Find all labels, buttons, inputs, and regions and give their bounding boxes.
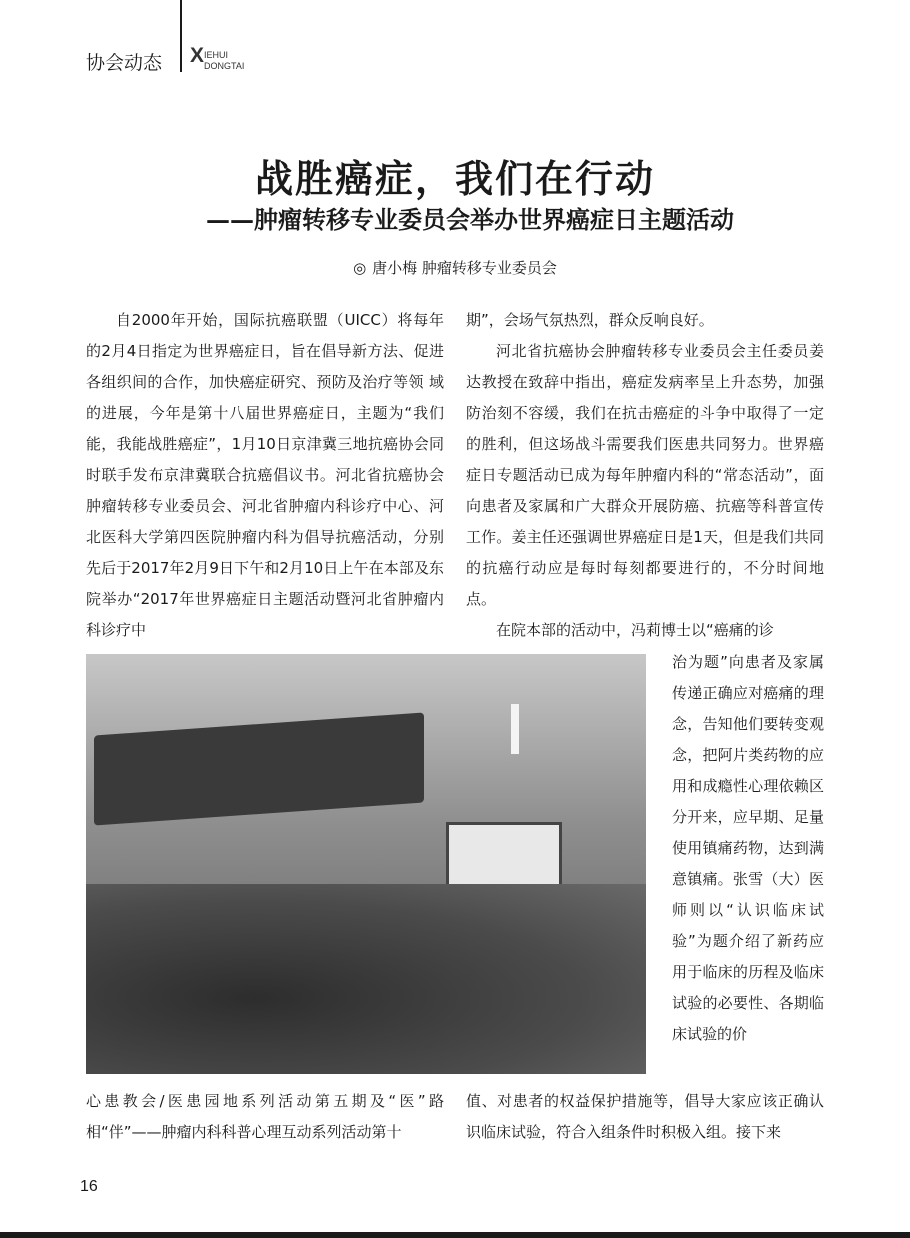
event-photo	[86, 654, 646, 1074]
byline-text: 唐小梅 肿瘤转移专业委员会	[372, 259, 557, 277]
right-column-wrap	[672, 647, 824, 1050]
article-title: 战胜癌症，我们在行动	[254, 156, 655, 201]
article-byline	[0, 257, 910, 278]
section-name: 协会动态	[86, 52, 163, 74]
right-column-top	[466, 305, 824, 646]
left-column-top	[86, 305, 444, 646]
paragraph-continued: 期”，会场气氛热烈，群众反响良好。	[466, 311, 714, 329]
event-banner	[94, 712, 424, 825]
section-pinyin-initial: X	[190, 44, 205, 67]
section-pinyin-line1: IEHUI	[204, 50, 229, 60]
right-column-bottom	[466, 1086, 824, 1148]
article-subtitle: ——肿瘤转移专业委员会举办世界癌症日主题活动	[206, 205, 734, 234]
footer-rule	[0, 1232, 910, 1238]
paragraph-intro: 自2000年开始，国际抗癌联盟（UICC）将每年的2月4日指定为世界癌症日，旨在倡导新方法、促进各组织间的合作，加快癌症研究、预防及治疗等领 域的进展，今年是第十八届世界癌症日，主题为“我们能，我能战胜癌症”，1月10日京津冀三地抗癌协会同时联手发布京津冀联合抗癌倡议书。河北省抗癌协会肿瘤转移专业委员会、河北省肿瘤内科诊疗中心、河北医科大学第四医院肿瘤内科为倡导抗癌活动，分别先后于2017年2月9日下午和2月10日上午在本部及东院举办“2017年世界癌症日主题活动暨河北省肿瘤内科诊疗中	[86, 311, 444, 639]
audience	[86, 884, 646, 1074]
paragraph-trial-end: 值、对患者的权益保护措施等，倡导大家应该正确认识临床试验，符合入组条件时积极入组。接下来	[466, 1092, 824, 1141]
paragraph-activity: 在院本部的活动中，冯莉博士以“癌痛的诊	[496, 621, 774, 639]
paragraph-pain-talk: 治为题”向患者及家属传递正确应对癌痛的理念，告知他们要转变观念，把阿片类药物的应用和成瘾性心理依赖区分开来，应早期、足量使用镇痛药物，达到满意镇痛。张雪（大）医师则以“认识临床试验”为题介绍了新药应用于临床的历程及临床试验的必要性、各期临床试验的价	[672, 653, 824, 1043]
header-divider	[180, 0, 182, 72]
paragraph-intro-end: 心患教会/医患园地系列活动第五期及“医”路相“伴”——肿瘤内科科普心理互动系列活动第十	[86, 1092, 444, 1141]
page-number: 16	[80, 1178, 98, 1195]
section-pinyin-line2: DONGTAI	[204, 61, 245, 71]
paragraph-speech: 河北省抗癌协会肿瘤转移专业委员会主任委员姜达教授在致辞中指出，癌症发病率呈上升态势，加强防治刻不容缓，我们在抗击癌症的斗争中取得了一定的胜利，但这场战斗需要我们医患共同努力。世界癌症日专题活动已成为每年肿瘤内科的“常态活动”，面向患者及家属和广大群众开展防癌、抗癌等科普宣传工作。姜主任还强调世界癌症日是1天，但是我们共同的抗癌行动应是每时每刻都要进行的，不分时间地点。	[466, 342, 824, 608]
ceiling-light	[511, 704, 519, 754]
byline-mark: ◎	[353, 259, 367, 277]
left-column-bottom	[86, 1086, 444, 1148]
